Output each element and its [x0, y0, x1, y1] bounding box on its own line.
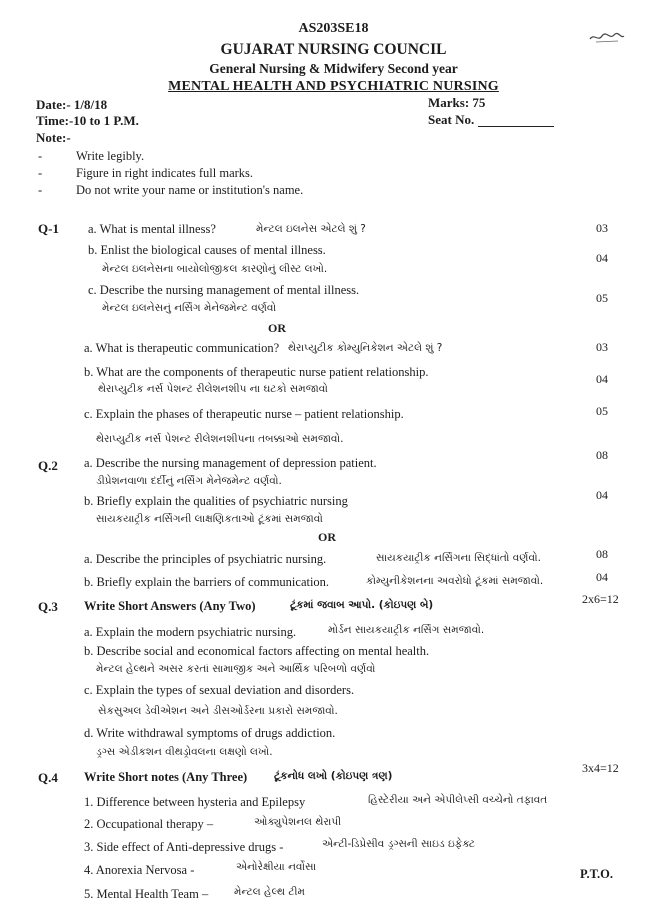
question-marks: 03 — [596, 340, 608, 354]
note-item: Do not write your name or institution's name. — [76, 183, 304, 197]
question-text: b. Describe social and economical factors affecting on mental health. — [84, 644, 430, 658]
seat-number-label: Seat No. — [428, 112, 475, 127]
exam-time: Time:-10 to 1 P.M. — [36, 113, 139, 128]
short-note-item-gujarati: એન્ટી-ડિપ્રેસીવ ડ્રગ્સની સાઇડ ઇફેક્ટ — [322, 838, 475, 850]
question-number: Q-1 — [38, 221, 59, 236]
question-marks: 04 — [596, 372, 608, 386]
question-text: b. Enlist the biological causes of mental illness. — [88, 243, 326, 257]
question-text-gujarati: થેરાપ્યુટીક નર્સ પેશન્ટ રીલેશનશીપના તબક્કાઓ સમજાવો. — [96, 433, 344, 445]
note-item: Figure in right indicates full marks. — [76, 166, 254, 180]
question-text: b. Briefly explain the barriers of communication. — [84, 575, 330, 589]
subject-title: MENTAL HEALTH AND PSYCHIATRIC NURSING — [168, 79, 499, 94]
short-note-item: 3. Side effect of Anti-depressive drugs - — [84, 840, 284, 854]
question-text: a. Describe the nursing management of depression patient. — [84, 456, 377, 470]
exam-date: Date:- 1/8/18 — [36, 97, 108, 112]
section-marks: 3x4=12 — [582, 761, 619, 775]
question-text-gujarati: મેન્ટલ ઇલનેસ એટલે શું ? — [256, 223, 366, 235]
question-marks: 03 — [596, 221, 608, 235]
question-marks: 08 — [596, 448, 608, 462]
question-marks: 04 — [596, 488, 608, 502]
question-text-gujarati: ડીપ્રેશનવાળા દર્દીનું નર્સિંગ મેનેજમેન્ટ વર્ણવો. — [96, 475, 282, 487]
question-number: Q.3 — [38, 599, 58, 614]
seat-number-blank — [478, 126, 554, 127]
short-note-item-gujarati: ઓક્યુપેશનલ થેરાપી — [254, 816, 342, 828]
or-separator: OR — [268, 321, 286, 335]
note-bullet: - — [38, 166, 43, 180]
course-name: General Nursing & Midwifery Second year — [209, 61, 458, 76]
question-number: Q.2 — [38, 458, 58, 473]
paper-code: AS203SE18 — [298, 21, 369, 36]
section-heading-gujarati: ટૂંકમાં જવાબ આપો. (કોઇપણ બે) — [290, 599, 434, 611]
question-text: a. Explain the modern psychiatric nursing. — [84, 625, 297, 639]
short-note-item-gujarati: એનોરેક્ષીયા નર્વોસા — [236, 861, 317, 873]
question-marks: 08 — [596, 547, 608, 561]
note-heading: Note:- — [36, 130, 71, 145]
short-note-item: 5. Mental Health Team – — [84, 887, 209, 901]
question-text-gujarati: મેન્ટલ ઇલનેસના બાયોલોજીકલ કારણોનું લીસ્ટ લખો. — [102, 263, 328, 275]
question-marks: 04 — [596, 251, 608, 265]
note-bullet: - — [38, 149, 43, 163]
question-marks: 05 — [596, 404, 608, 418]
question-text-gujarati: મેન્ટલ હેલ્થને અસર કરતાં સામાજીક અને આર્થિક પરિબળો વર્ણવો — [96, 663, 376, 675]
question-text: a. Describe the principles of psychiatric nursing. — [84, 552, 327, 566]
question-text-gujarati: મેન્ટલ ઇલનેસનું નર્સિંગ મેનેજમેન્ટ વર્ણવો — [102, 302, 277, 314]
short-note-item-gujarati: હિસ્ટેરીયા અને એપીલેપ્સી વચ્ચેનો તફાવત — [368, 794, 548, 806]
question-text-gujarati: કોમ્યુનીકેશનના અવરોધો ટૂંકમાં સમજાવો. — [366, 575, 544, 587]
question-text: c. Describe the nursing management of mental illness. — [88, 283, 360, 297]
question-text-gujarati: થેરાપ્યુટીક નર્સ પેશન્ટ રીલેશનશીપ ના ઘટકો સમજાવો — [98, 383, 328, 395]
question-text-gujarati: મોર્ડન સાયકયાટ્રીક નર્સિંગ સમજાવો. — [328, 624, 485, 636]
question-text: c. Explain the types of sexual deviation and disorders. — [84, 683, 355, 697]
short-note-item: 2. Occupational therapy – — [84, 817, 214, 831]
or-separator: OR — [318, 530, 336, 544]
note-item: Write legibly. — [76, 149, 145, 163]
question-text-gujarati: ડ્રગ્સ એડીકશન વીથડ્રોવલના લક્ષણો લખો. — [96, 746, 273, 758]
question-text-gujarati: સાયકયાટ્રીક નર્સિંગની લાક્ષણિકતાઓ ટૂંકમાં સમજાવો — [96, 513, 323, 525]
question-text: c. Explain the phases of therapeutic nurse – patient relationship. — [84, 407, 404, 421]
council-name: GUJARAT NURSING COUNCIL — [220, 41, 447, 58]
question-number: Q.4 — [38, 770, 58, 785]
question-text: d. Write withdrawal symptoms of drugs addiction. — [84, 726, 336, 740]
question-text: a. What is mental illness? — [88, 222, 216, 236]
question-text-gujarati: થેરાપ્યુટીક કોમ્યુનિકેશન એટલે શું ? — [288, 342, 443, 354]
section-heading: Write Short Answers (Any Two) — [84, 599, 256, 613]
question-marks: 04 — [596, 570, 608, 584]
section-heading-gujarati: ટૂંકનોધ લખો (કોઇપણ ત્રણ) — [274, 770, 393, 782]
question-marks: 05 — [596, 291, 608, 305]
section-heading: Write Short notes (Any Three) — [84, 770, 248, 784]
question-text: a. What is therapeutic communication? — [84, 341, 280, 355]
total-marks: Marks: 75 — [428, 95, 486, 110]
question-text-gujarati: સેકસુઅલ ડેવીએશન અને ડીસઓર્ડરના પ્રકારો સમજાવો. — [98, 705, 338, 717]
short-note-item: 1. Difference between hysteria and Epilepsy — [84, 795, 306, 809]
section-marks: 2x6=12 — [582, 592, 619, 606]
short-note-item: 4. Anorexia Nervosa - — [84, 863, 195, 877]
page-turn-note: P.T.O. — [580, 867, 613, 881]
question-text: b. Briefly explain the qualities of psychiatric nursing — [84, 494, 348, 508]
question-text: b. What are the components of therapeutic nurse patient relationship. — [84, 365, 429, 379]
question-text-gujarati: સાયકયાટ્રીક નર્સિંગના સિદ્ધાંતો વર્ણવો. — [376, 552, 541, 564]
note-bullet: - — [38, 183, 43, 197]
short-note-item-gujarati: મેન્ટલ હેલ્થ ટીમ — [234, 886, 305, 898]
